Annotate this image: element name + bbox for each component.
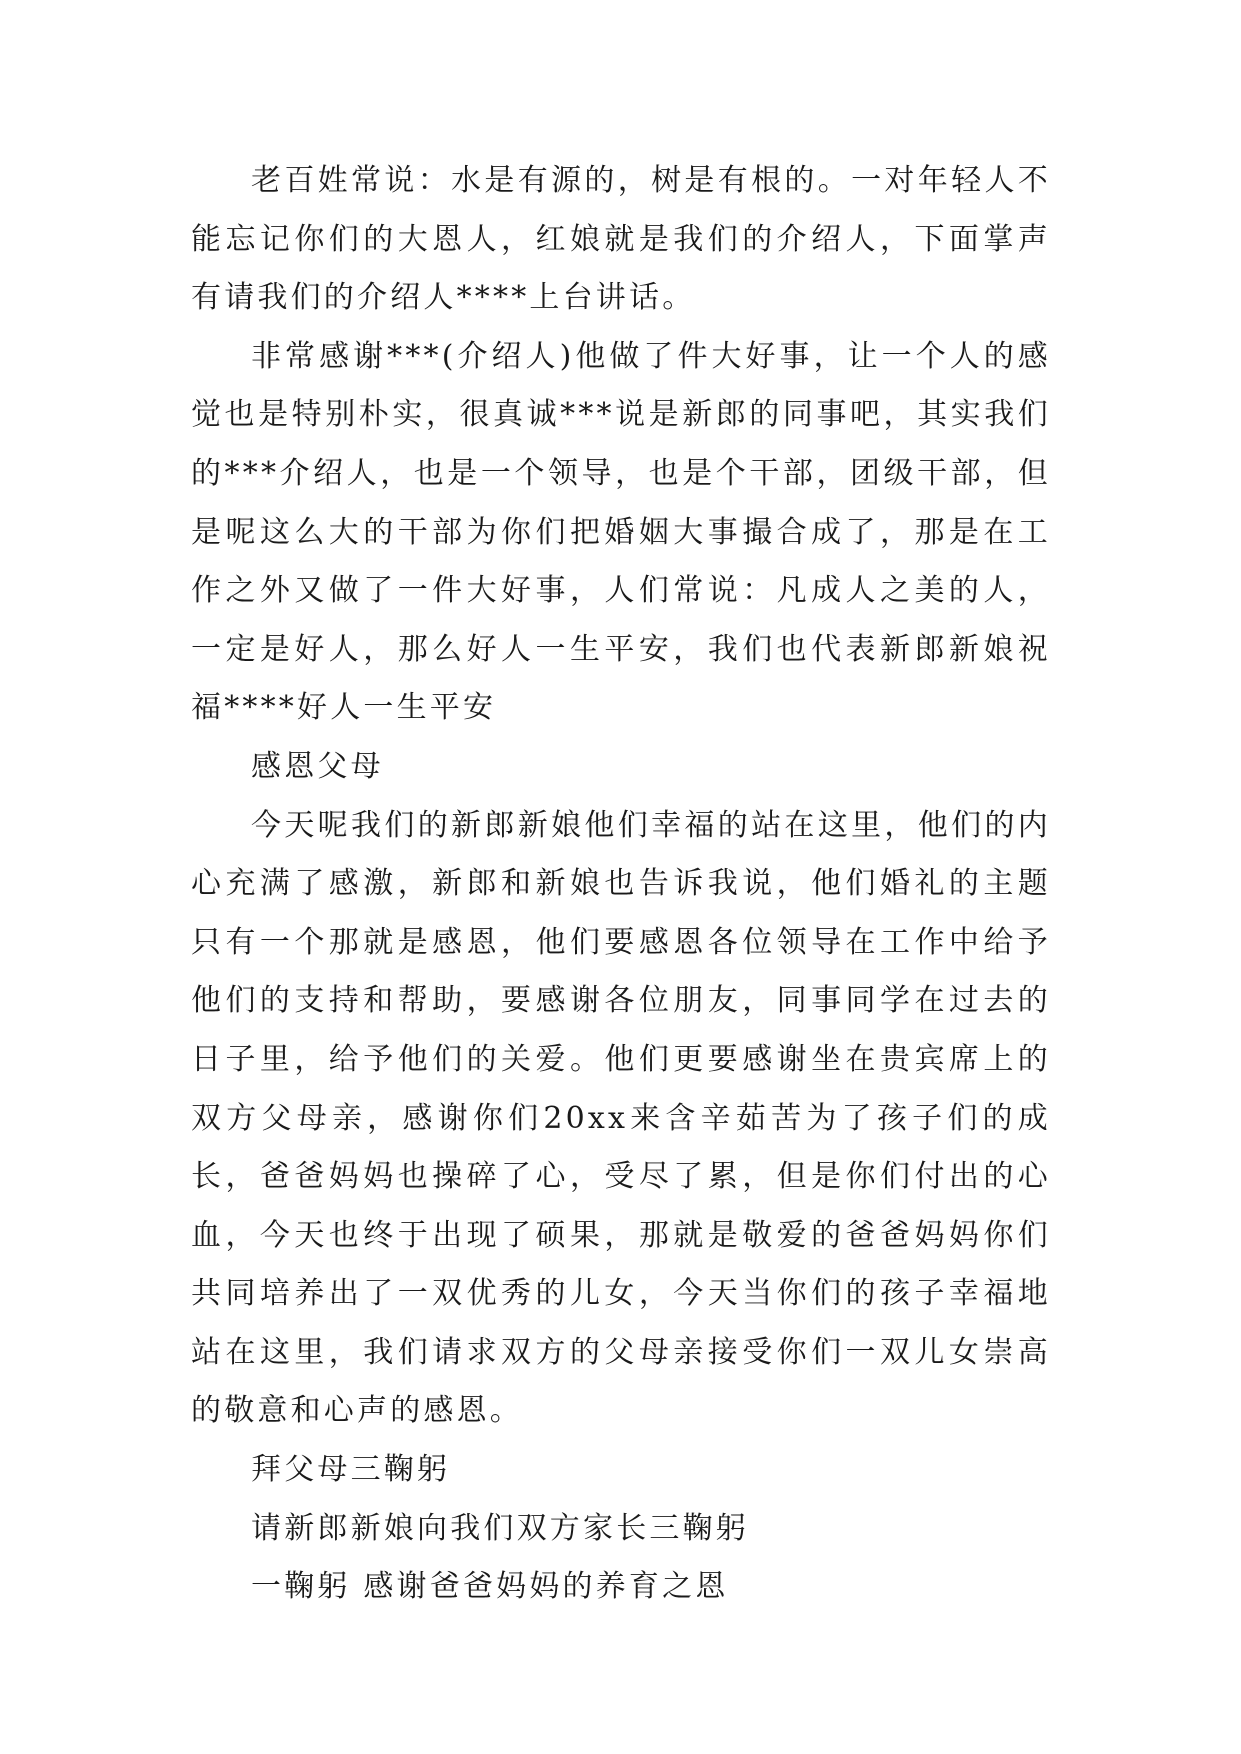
paragraph-bow-request: 请新郎新娘向我们双方家长三鞠躬 <box>251 1510 749 1546</box>
paragraph-first-bow: 一鞠躬 感谢爸爸妈妈的养育之恩 <box>251 1569 729 1605</box>
paragraph-thanks-introducer: 非常感谢***(介绍人)他做了件大好事，让一个人的感觉也是特别朴实，很真诚***说是新郎的同事吧，其实我们的***介绍人，也是一个领导，也是个干部，团级干部，但是呢这么大的干部为你们把婚姻大事撮合成了，那是在工作之外又做了一件大好事，人们常说：凡成人之美的人，一定是好人，那么好人一生平安，我们也代表新郎新娘祝福****好人一生平安 <box>191 338 1051 726</box>
section-heading-bow-parents: 拜父母三鞠躬 <box>251 1452 451 1488</box>
document-body <box>191 152 1051 1617</box>
section-heading-thank-parents: 感恩父母 <box>251 748 384 784</box>
paragraph-gratitude: 今天呢我们的新郎新娘他们幸福的站在这里，他们的内心充满了感激，新郎和新娘也告诉我说，他们婚礼的主题只有一个那就是感恩，他们要感恩各位领导在工作中给予他们的支持和帮助，要感谢各位朋友，同事同学在过去的日子里，给予他们的关爱。他们更要感谢坐在贵宾席上的双方父母亲，感谢你们20xx来含辛茹苦为了孩子们的成长，爸爸妈妈也操碎了心，受尽了累，但是你们付出的心血，今天也终于出现了硕果，那就是敬爱的爸爸妈妈你们共同培养出了一双优秀的儿女，今天当你们的孩子幸福地站在这里，我们请求双方的父母亲接受你们一双儿女崇高的敬意和心声的感恩。 <box>191 807 1051 1429</box>
paragraph-introducer-invite: 老百姓常说：水是有源的，树是有根的。一对年轻人不能忘记你们的大恩人，红娘就是我们的介绍人，下面掌声有请我们的介绍人****上台讲话。 <box>191 163 1051 316</box>
